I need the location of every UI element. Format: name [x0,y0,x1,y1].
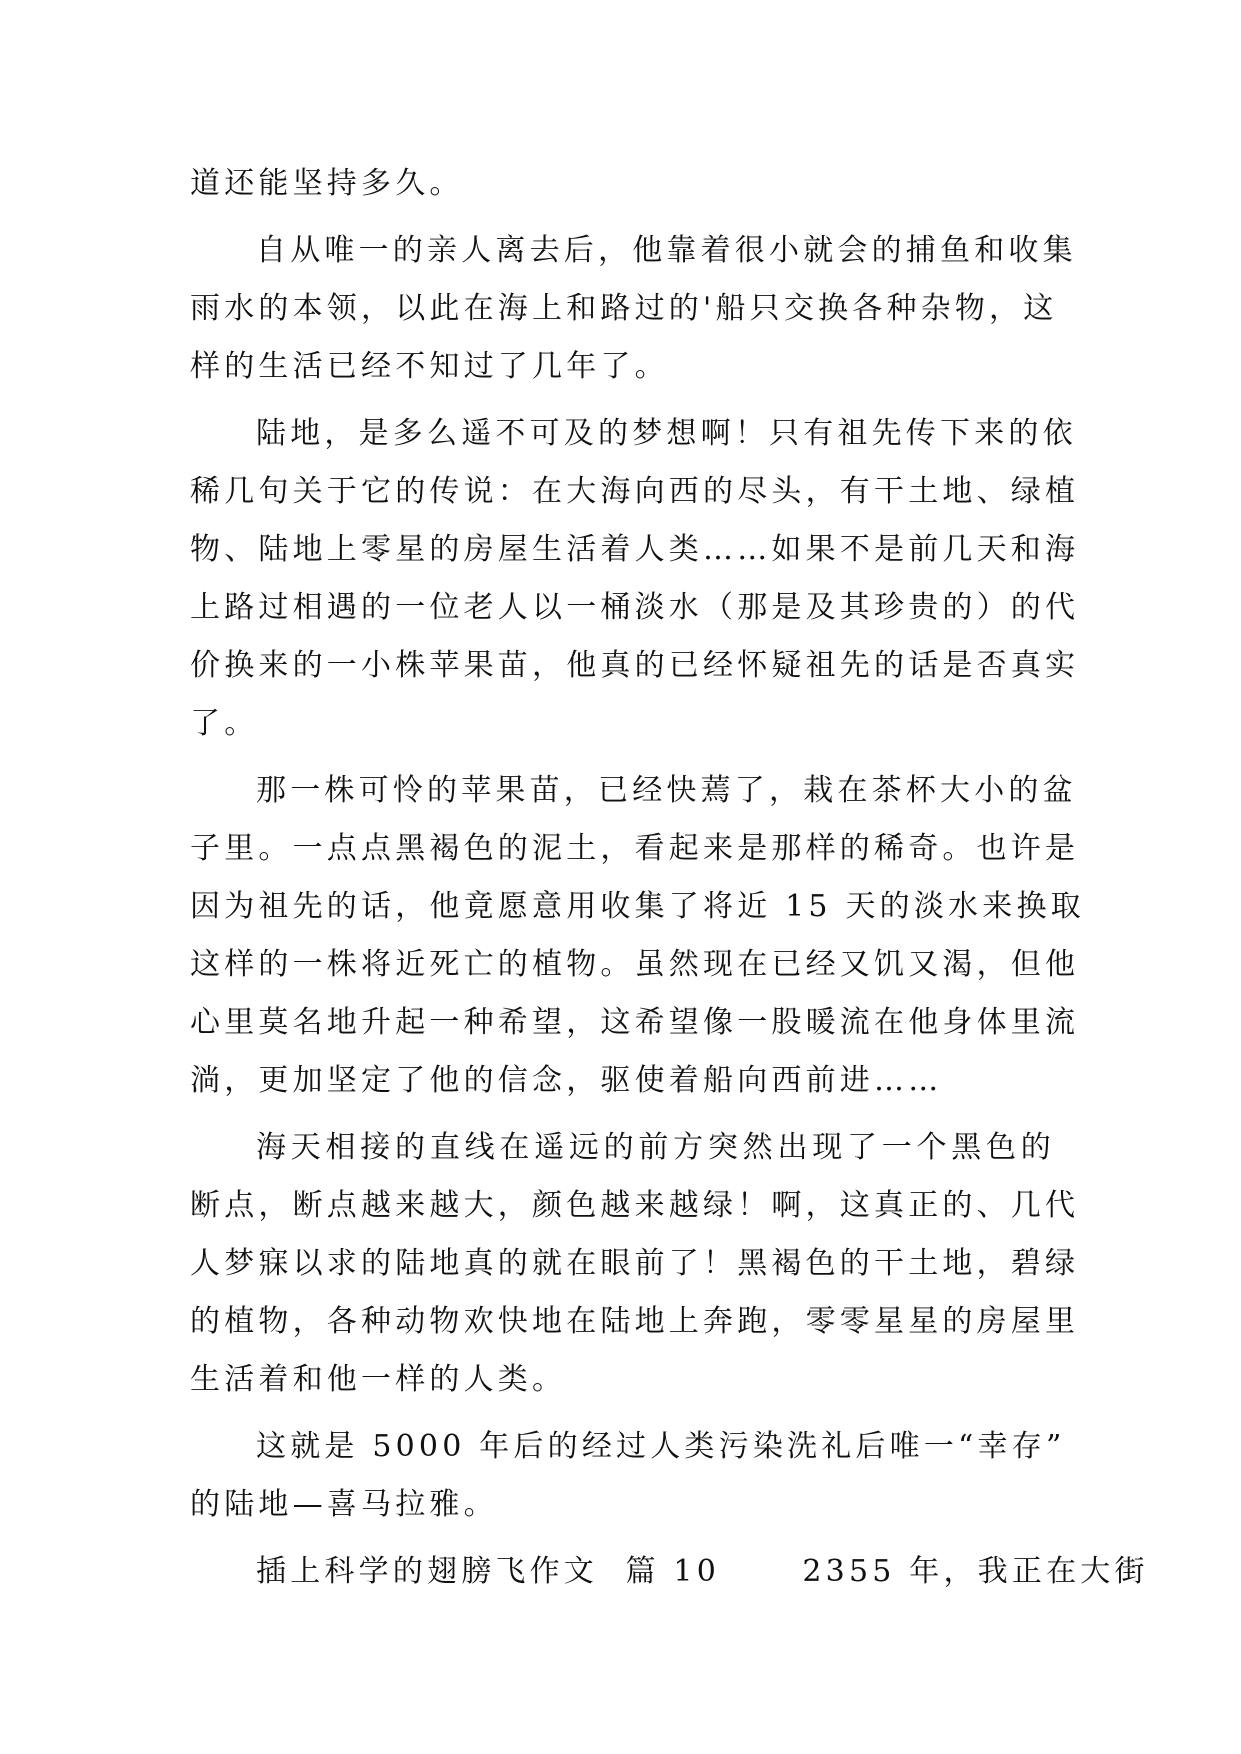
paragraph-land-dream [190,405,1080,753]
text-line: 物、陆地上零星的房屋生活着人类……如果不是前几天和海 [190,532,1080,567]
text-line: 的植物，各种动物欢快地在陆地上奔跑，零零星星的房屋里 [190,1304,1080,1339]
paragraph-land-sighted [190,1119,1080,1409]
paragraph-apple-seedling [190,762,1085,1110]
text-line: 的陆地—喜马拉雅。 [190,1487,498,1522]
text-line: 人梦寐以求的陆地真的就在眼前了！黑褐色的干土地，碧绿 [190,1246,1080,1281]
text-line: 断点，断点越来越大，颜色越来越绿！啊，这真正的、几代 [190,1188,1080,1223]
text-line: 这就是 5000 年后的经过人类污染洗礼后唯一“幸存” [256,1429,1066,1464]
paragraph-relatives-left [190,222,1077,396]
text-line: 插上科学的翅膀飞作文 篇 10 2355 年，我正在大街 [256,1554,1149,1589]
text-line: 因为祖先的话，他竟愿意用收集了将近 15 天的淡水来换取 [190,889,1085,924]
text-line: 样的生活已经不知过了几年了。 [190,349,669,384]
text-line: 陆地，是多么遥不可及的梦想啊！只有祖先传下来的依 [256,416,1077,451]
text-line: 子里。一点点黑褐色的泥土，看起来是那样的稀奇。也许是 [190,831,1080,866]
text-line: 雨水的本领，以此在海上和路过的'船只交换各种杂物，这 [190,291,1058,326]
text-line: 上路过相遇的一位老人以一桶淡水（那是及其珍贵的）的代 [190,590,1080,625]
paragraph-next-essay [190,1543,1149,1601]
paragraph-himalaya [190,1418,1066,1534]
text-line: 了。 [190,706,259,741]
text-line: 这样的一株将近死亡的植物。虽然现在已经又饥又渴，但他 [190,947,1080,982]
text-line: 道还能坚持多久。 [190,166,464,201]
paragraph-continuation [190,155,1055,213]
text-line: 稀几句关于它的传说：在大海向西的尽头，有干土地、绿植 [190,474,1080,509]
text-line: 海天相接的直线在遥远的前方突然出现了一个黑色的 [256,1130,1055,1165]
text-line: 心里莫名地升起一种希望，这希望像一股暖流在他身体里流 [190,1005,1080,1040]
text-line: 自从唯一的亲人离去后，他靠着很小就会的捕鱼和收集 [256,233,1077,268]
text-line: 淌，更加坚定了他的信念，驱使着船向西前进…… [190,1063,943,1098]
text-line: 那一株可怜的苹果苗，已经快蔫了，栽在茶杯大小的盆 [256,773,1077,808]
text-line: 价换来的一小株苹果苗，他真的已经怀疑祖先的话是否真实 [190,648,1080,683]
text-line: 生活着和他一样的人类。 [190,1362,567,1397]
document-body [190,155,1149,1610]
